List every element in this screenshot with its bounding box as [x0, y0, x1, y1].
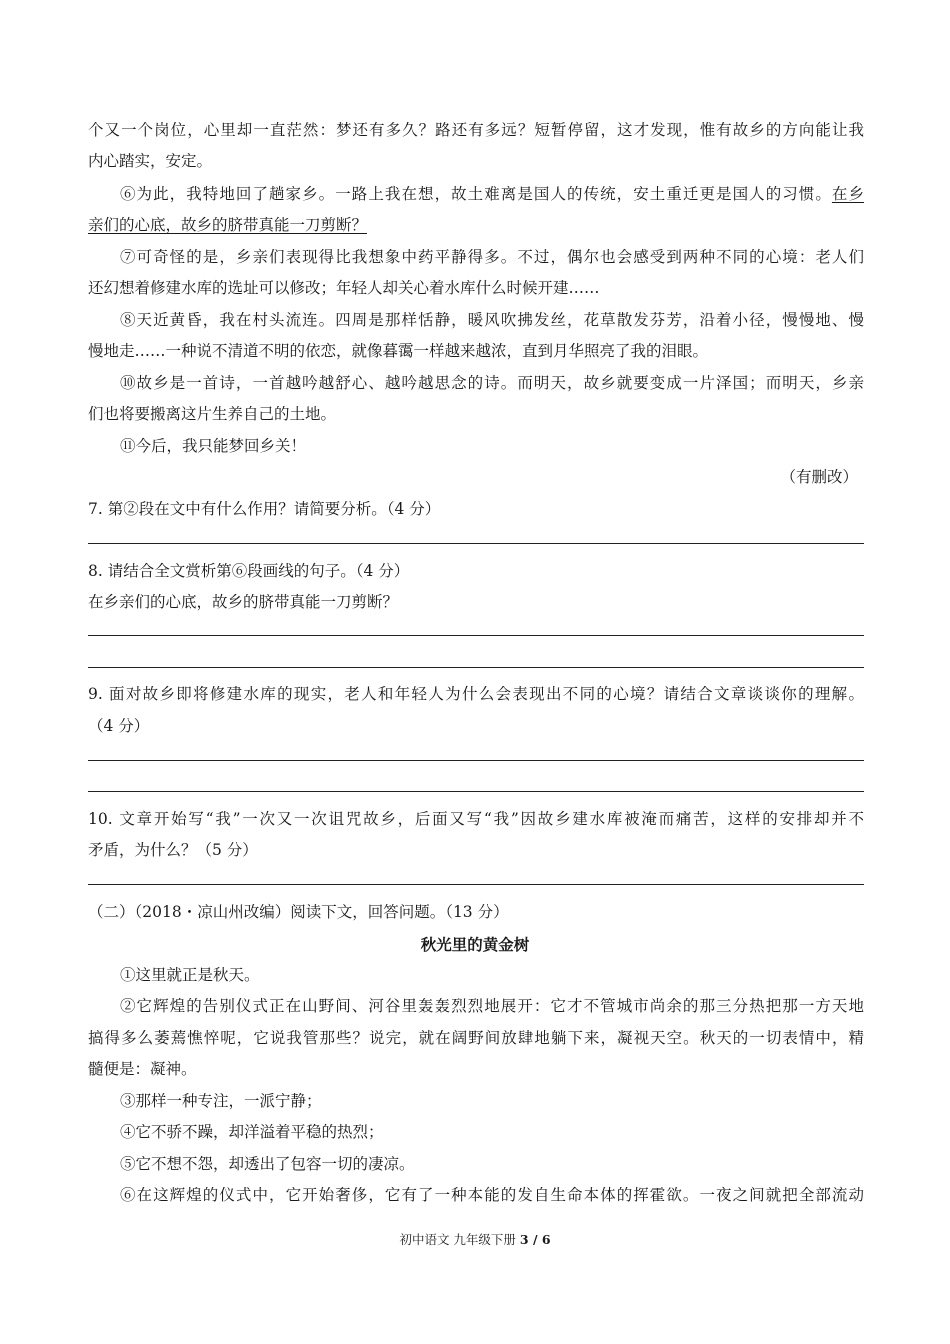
- question-7: 7. 第②段在文中有什么作用？请简要分析。（4 分）: [88, 500, 441, 518]
- passage-line: ⑤它不想不怨，却透出了包容一切的凄凉。: [120, 1155, 415, 1173]
- question-8: 8. 请结合全文赏析第⑥段画线的句子。（4 分）: [88, 562, 410, 580]
- passage-title: 秋光里的黄金树: [420, 936, 530, 954]
- answer-line[interactable]: [88, 543, 864, 544]
- question-8-quote: 在乡亲们的心底，故乡的脐带真能一刀剪断？: [88, 593, 399, 611]
- question-10-cont: 矛盾，为什么？（5 分）: [88, 841, 258, 859]
- passage-line: 慢地走……一种说不清道不明的依恋，就像暮霭一样越来越浓，直到月华照亮了我的泪眼。: [88, 342, 709, 360]
- passage-line: ⑧天近黄昏，我在村头流连。四周是那样恬静，暖风吹拂发丝，花草散发芬芳，沿着小径，慢慢地、慢: [120, 311, 864, 329]
- passage-line: ③那样一种专注，一派宁静；: [120, 1092, 322, 1110]
- passage-line: [120, 184, 864, 204]
- passage-line: ⑪今后，我只能梦回乡关！: [120, 437, 307, 455]
- passage-line: 内心踏实，安定。: [88, 152, 213, 170]
- passage-line: ②它辉煌的告别仪式正在山野间、河谷里轰轰烈烈地展开：它才不管城市尚余的那三分热把那一方天地: [120, 997, 864, 1015]
- answer-line[interactable]: [88, 635, 864, 636]
- page-footer: [0, 1230, 950, 1248]
- underlined-sentence: 在乡: [831, 185, 864, 203]
- passage-line: ⑥在这辉煌的仪式中，它开始奢侈，它有了一种本能的发自生命本体的挥霍欲。一夜之间就把全部流动: [120, 1186, 864, 1204]
- passage-line: 髓便是：凝神。: [88, 1060, 197, 1078]
- answer-line[interactable]: [88, 667, 864, 668]
- answer-line[interactable]: [88, 791, 864, 792]
- passage-line: 搞得多么萎蔫憔悴呢，它说我管那些？说完，就在阔野间放肆地躺下来，凝视天空。秋天的一切表情中，精: [88, 1029, 864, 1047]
- question-9-score: （4 分）: [88, 717, 150, 735]
- footer-subject: 初中语文 九年级下册: [399, 1232, 520, 1247]
- page-number: 3 / 6: [519, 1232, 551, 1247]
- passage-line: 还幻想着修建水库的选址可以修改；年轻人却关心着水库什么时候开建……: [88, 279, 600, 297]
- source-note: （有删改）: [780, 468, 858, 486]
- passage-line: ⑦可奇怪的是，乡亲们表现得比我想象中药平静得多。不过，偶尔也会感受到两种不同的心境：老人们: [120, 248, 864, 266]
- answer-line[interactable]: [88, 760, 864, 761]
- question-10: 10. 文章开始写“我”一次又一次诅咒故乡，后面又写“我”因故乡建水库被淹而痛苦，这样的安排却并不: [88, 810, 864, 828]
- passage-line: 们也将要搬离这片生养自己的土地。: [88, 405, 337, 423]
- answer-line[interactable]: [88, 884, 864, 885]
- question-9: 9. 面对故乡即将修建水库的现实，老人和年轻人为什么会表现出不同的心境？请结合文章谈谈你的理解。: [88, 685, 864, 703]
- underlined-sentence: 亲们的心底，故乡的脐带真能一刀剪断？: [88, 216, 368, 234]
- passage-text: ⑥为此，我特地回了趟家乡。一路上我在想，故土难离是国人的传统，安土重迁更是国人的习惯。: [120, 185, 832, 203]
- section-heading: （二）（2018・凉山州改编）阅读下文，回答问题。（13 分）: [88, 903, 509, 921]
- passage-line: ①这里就正是秋天。: [120, 966, 260, 984]
- passage-line: ⑩故乡是一首诗，一首越吟越舒心、越吟越思念的诗。而明天，故乡就要变成一片泽国；而明天，乡亲: [120, 374, 864, 392]
- passage-line: 个又一个岗位，心里却一直茫然：梦还有多久？路还有多远？短暂停留，这才发现，惟有故乡的方向能让我: [88, 121, 864, 139]
- passage-line: ④它不骄不躁，却洋溢着平稳的热烈；: [120, 1123, 384, 1141]
